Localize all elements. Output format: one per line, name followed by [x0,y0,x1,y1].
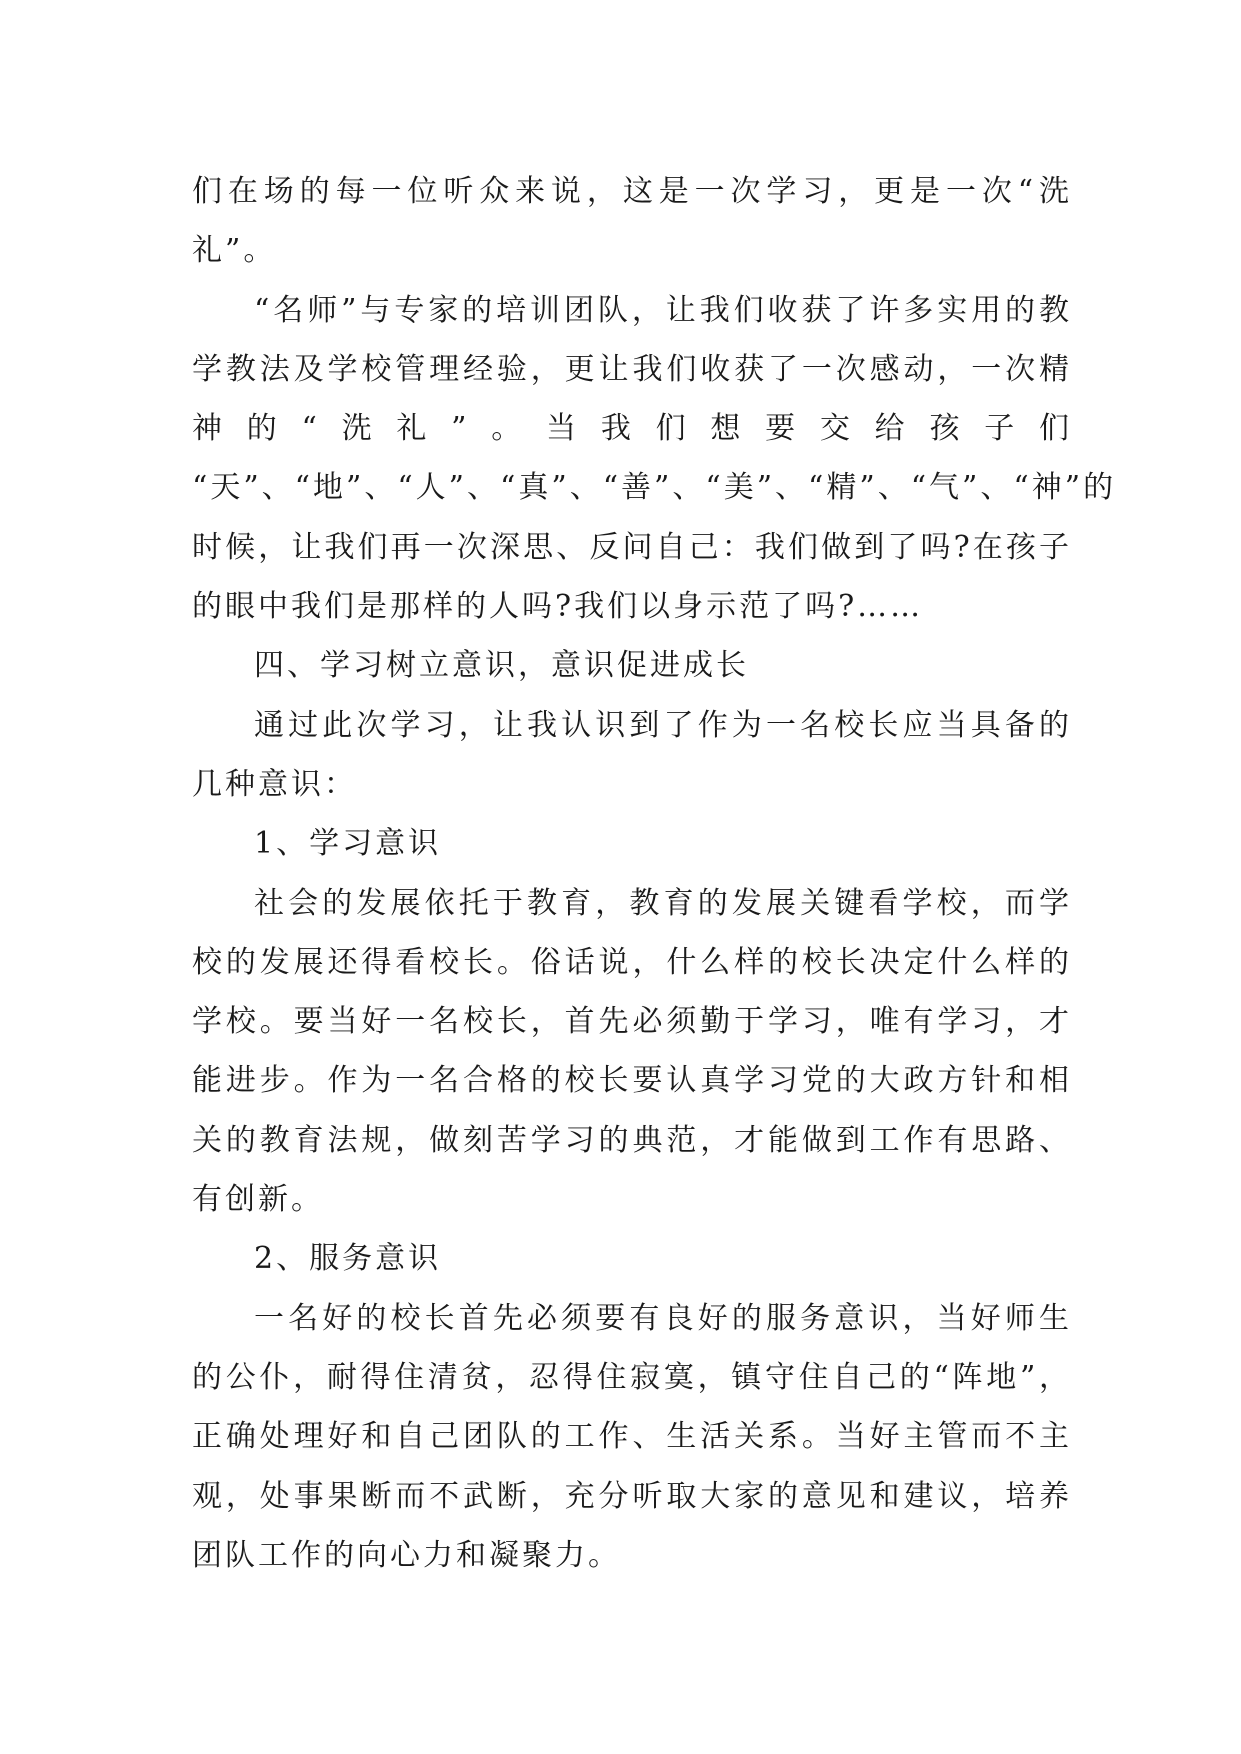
subheading-service-awareness: 2、服务意识 [254,1241,442,1277]
paragraph-2: “名师”与专家的培训团队，让我们收获了许多实用的教学教法及学校管理经验，更让我们收获了一次感动，一次精神的“洗礼”。当我们想要交给孩子们 “天”、“地”、“人”、“真”、“善”、“美”、“精”、“气”、“神”的时候，让我们再一次深思、反问自己：我们做到了吗?在孩子的眼中我们是那样的人吗?我们以身示范了吗?…… [192,292,1117,625]
section-heading-4: 四、学习树立意识，意识促进成长 [254,648,749,684]
document-body [192,162,1117,1585]
paragraph-4: 社会的发展依托于教育，教育的发展关键看学校，而学校的发展还得看校长。俗话说，什么样的校长决定什么样的学校。要当好一名校长，首先必须勤于学习，唯有学习，才能进步。作为一名合格的校长要认真学习党的大政方针和相关的教育法规，做刻苦学习的典范，才能做到工作有思路、有创新。 [192,885,1072,1218]
subheading-learning-awareness: 1、学习意识 [254,826,442,862]
paragraph-1: 们在场的每一位听众来说，这是一次学习，更是一次“洗礼”。 [192,174,1072,269]
paragraph-5: 一名好的校长首先必须要有良好的服务意识，当好师生的公仆，耐得住清贫，忍得住寂寞，镇守住自己的“阵地”，正确处理好和自己团队的工作、生活关系。当好主管而不主观，处事果断而不武断，充分听取大家的意见和建议，培养团队工作的向心力和凝聚力。 [192,1300,1072,1573]
paragraph-3: 通过此次学习，让我认识到了作为一名校长应当具备的几种意识： [192,707,1072,802]
